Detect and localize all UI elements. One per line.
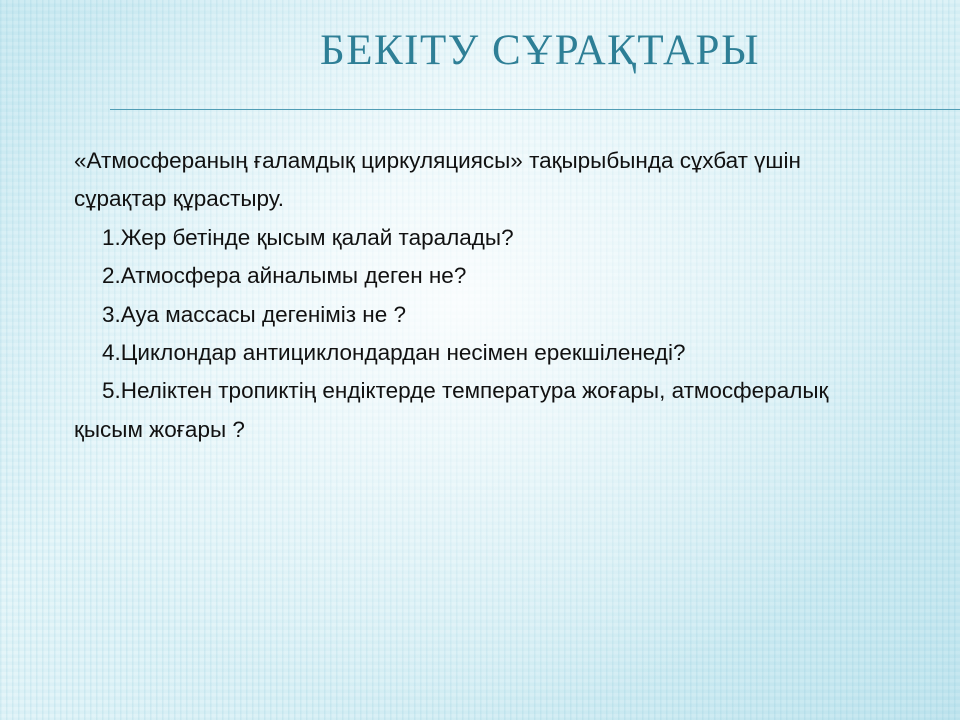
question-3: 3.Ауа массасы дегеніміз не ? (102, 301, 406, 327)
question-5: 5.Неліктен тропиктің ендіктерде температура жоғары, атмосфералық қысым жоғары ? (74, 378, 829, 442)
question-4: 4.Циклондар антициклондардан несімен ерекшіленеді? (102, 340, 686, 366)
question-2: 2.Атмосфера айналымы деген не? (102, 263, 467, 289)
title-divider (110, 109, 960, 110)
intro-text: «Атмосфераның ғаламдық циркуляциясы» тақырыбында сұхбат үшін сұрақтар құрастыру. (74, 148, 801, 212)
question-1: 1.Жер бетінде қысым қалай таралады? (102, 224, 514, 250)
slide-body (74, 142, 874, 449)
slide-title: БЕКІТУ СҰРАҚТАРЫ (320, 27, 760, 74)
